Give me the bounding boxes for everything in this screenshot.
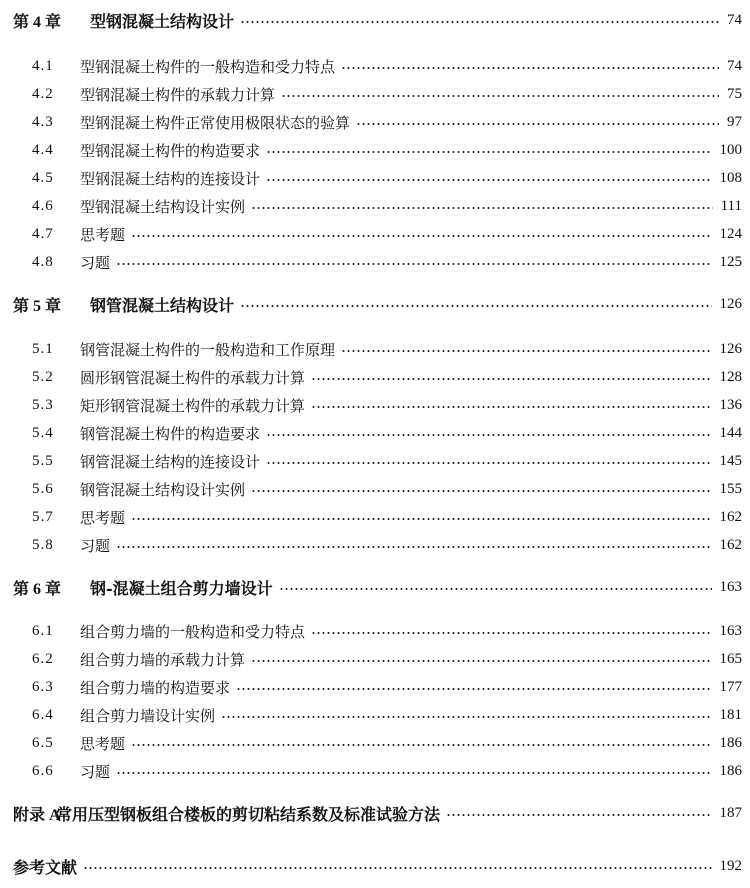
dot-leader xyxy=(240,21,719,23)
page-number: 74 xyxy=(727,57,742,74)
toc-section-entry[interactable] xyxy=(0,80,750,108)
dot-leader xyxy=(116,772,711,774)
page-number: 136 xyxy=(719,396,742,413)
toc-section-entry[interactable] xyxy=(0,729,750,757)
toc-section-entry[interactable] xyxy=(0,531,750,559)
entry-title: 钢管混凝土结构设计实例 xyxy=(80,480,246,499)
toc-section-entry[interactable] xyxy=(0,52,750,80)
entry-title: 型钢混凝土构件正常使用极限状态的验算 xyxy=(80,113,351,132)
dot-leader xyxy=(341,350,711,352)
page-number: 186 xyxy=(719,762,742,779)
entry-number: 5.7 xyxy=(32,508,54,525)
page-number: 192 xyxy=(719,857,742,874)
entry-title: 思考题 xyxy=(80,225,126,244)
toc-section-entry[interactable] xyxy=(0,673,750,701)
toc-section-entry[interactable] xyxy=(0,220,750,248)
entry-title: 型钢混凝土构件的构造要求 xyxy=(80,141,261,160)
entry-number: 5.4 xyxy=(32,424,54,441)
dot-leader xyxy=(131,235,711,237)
dot-leader xyxy=(131,518,711,520)
entry-number: 5.1 xyxy=(32,340,54,357)
entry-title: 习题 xyxy=(80,253,111,272)
entry-title: 矩形钢管混凝土构件的承载力计算 xyxy=(80,396,306,415)
toc-section-entry[interactable] xyxy=(0,419,750,447)
entry-title: 组合剪力墙的承载力计算 xyxy=(80,650,246,669)
entry-title: 常用压型钢板组合楼板的剪切粘结系数及标准试验方法 xyxy=(56,804,441,824)
dot-leader xyxy=(116,546,711,548)
entry-number: 4.3 xyxy=(32,113,54,130)
toc-chapter-entry[interactable] xyxy=(0,799,750,827)
entry-number: 6.2 xyxy=(32,650,54,667)
entry-title: 习题 xyxy=(80,762,111,781)
page-number: 126 xyxy=(719,340,742,357)
toc-section-entry[interactable] xyxy=(0,447,750,475)
entry-title: 钢管混凝土构件的构造要求 xyxy=(80,424,261,443)
page-number: 100 xyxy=(719,141,742,158)
toc-section-entry[interactable] xyxy=(0,701,750,729)
toc-chapter-entry[interactable] xyxy=(0,573,750,601)
toc-section-entry[interactable] xyxy=(0,164,750,192)
entry-number: 4.7 xyxy=(32,225,54,242)
page-number: 124 xyxy=(719,225,742,242)
page-number: 97 xyxy=(727,113,742,130)
entry-number: 5.2 xyxy=(32,368,54,385)
dot-leader xyxy=(266,179,711,181)
entry-title: 钢管混凝土结构设计 xyxy=(90,295,235,315)
dot-leader xyxy=(251,207,713,209)
toc-section-entry[interactable] xyxy=(0,136,750,164)
page-number: 177 xyxy=(719,678,742,695)
toc-section-entry[interactable] xyxy=(0,757,750,785)
entry-title: 参考文献 xyxy=(13,857,78,877)
entry-title: 习题 xyxy=(80,536,111,555)
entry-title: 钢管混凝土结构的连接设计 xyxy=(80,452,261,471)
toc-section-entry[interactable] xyxy=(0,391,750,419)
entry-number: 5.5 xyxy=(32,452,54,469)
page-number: 181 xyxy=(719,706,742,723)
toc-section-entry[interactable] xyxy=(0,617,750,645)
entry-number: 附录 A xyxy=(13,806,61,824)
page-number: 165 xyxy=(719,650,742,667)
dot-leader xyxy=(221,716,711,718)
entry-title: 思考题 xyxy=(80,734,126,753)
entry-title: 圆形钢管混凝土构件的承载力计算 xyxy=(80,368,306,387)
entry-number: 第 6 章 xyxy=(13,580,62,598)
entry-number: 第 5 章 xyxy=(13,297,62,315)
toc-section-entry[interactable] xyxy=(0,363,750,391)
dot-leader xyxy=(311,632,711,634)
dot-leader xyxy=(251,660,711,662)
page-number: 163 xyxy=(719,578,742,595)
entry-title: 组合剪力墙的构造要求 xyxy=(80,678,231,697)
entry-number: 第 4 章 xyxy=(13,13,62,31)
page-number: 162 xyxy=(719,536,742,553)
toc-section-entry[interactable] xyxy=(0,192,750,220)
dot-leader xyxy=(251,490,711,492)
page-number: 126 xyxy=(719,295,742,312)
dot-leader xyxy=(341,67,719,69)
dot-leader xyxy=(131,744,711,746)
page-number: 186 xyxy=(719,734,742,751)
entry-number: 4.4 xyxy=(32,141,54,158)
entry-number: 5.3 xyxy=(32,396,54,413)
page-number: 128 xyxy=(719,368,742,385)
entry-number: 4.1 xyxy=(32,57,54,74)
entry-number: 6.3 xyxy=(32,678,54,695)
entry-title: 钢管混凝土构件的一般构造和工作原理 xyxy=(80,340,336,359)
entry-number: 6.4 xyxy=(32,706,54,723)
entry-title: 型钢混凝土结构设计 xyxy=(90,11,235,31)
toc-section-entry[interactable] xyxy=(0,108,750,136)
page-number: 111 xyxy=(720,197,742,214)
page-number: 162 xyxy=(719,508,742,525)
entry-number: 6.6 xyxy=(32,762,54,779)
dot-leader xyxy=(356,123,719,125)
dot-leader xyxy=(281,95,719,97)
toc-section-entry[interactable] xyxy=(0,503,750,531)
dot-leader xyxy=(83,867,711,869)
page-number: 187 xyxy=(719,804,742,821)
entry-number: 4.2 xyxy=(32,85,54,102)
toc-section-entry[interactable] xyxy=(0,645,750,673)
page-number: 74 xyxy=(727,11,742,28)
page-number: 125 xyxy=(719,253,742,270)
entry-title: 型钢混凝土结构的连接设计 xyxy=(80,169,261,188)
entry-title: 钢-混凝土组合剪力墙设计 xyxy=(90,578,273,598)
dot-leader xyxy=(236,688,711,690)
page-number: 75 xyxy=(727,85,742,102)
dot-leader xyxy=(279,588,712,590)
toc-section-entry[interactable] xyxy=(0,335,750,363)
entry-title: 思考题 xyxy=(80,508,126,527)
dot-leader xyxy=(311,378,711,380)
entry-title: 型钢混凝土构件的承载力计算 xyxy=(80,85,276,104)
dot-leader xyxy=(266,434,711,436)
toc-section-entry[interactable] xyxy=(0,475,750,503)
page-number: 144 xyxy=(719,424,742,441)
toc-chapter-entry[interactable] xyxy=(0,6,750,34)
entry-title: 组合剪力墙设计实例 xyxy=(80,706,216,725)
entry-number: 4.8 xyxy=(32,253,54,270)
dot-leader xyxy=(311,406,711,408)
page-number: 108 xyxy=(719,169,742,186)
page-number: 155 xyxy=(719,480,742,497)
toc-section-entry[interactable] xyxy=(0,248,750,276)
entry-number: 4.6 xyxy=(32,197,54,214)
entry-number: 5.6 xyxy=(32,480,54,497)
entry-number: 6.1 xyxy=(32,622,54,639)
entry-number: 5.8 xyxy=(32,536,54,553)
toc-chapter-entry[interactable] xyxy=(0,852,750,880)
dot-leader xyxy=(240,305,711,307)
dot-leader xyxy=(266,462,711,464)
entry-title: 型钢混凝土构件的一般构造和受力特点 xyxy=(80,57,336,76)
entry-title: 型钢混凝土结构设计实例 xyxy=(80,197,246,216)
dot-leader xyxy=(266,151,711,153)
toc-chapter-entry[interactable] xyxy=(0,290,750,318)
page-number: 145 xyxy=(719,452,742,469)
dot-leader xyxy=(116,263,711,265)
entry-number: 6.5 xyxy=(32,734,54,751)
entry-number: 4.5 xyxy=(32,169,54,186)
entry-title: 组合剪力墙的一般构造和受力特点 xyxy=(80,622,306,641)
page-number: 163 xyxy=(719,622,742,639)
dot-leader xyxy=(446,814,711,816)
